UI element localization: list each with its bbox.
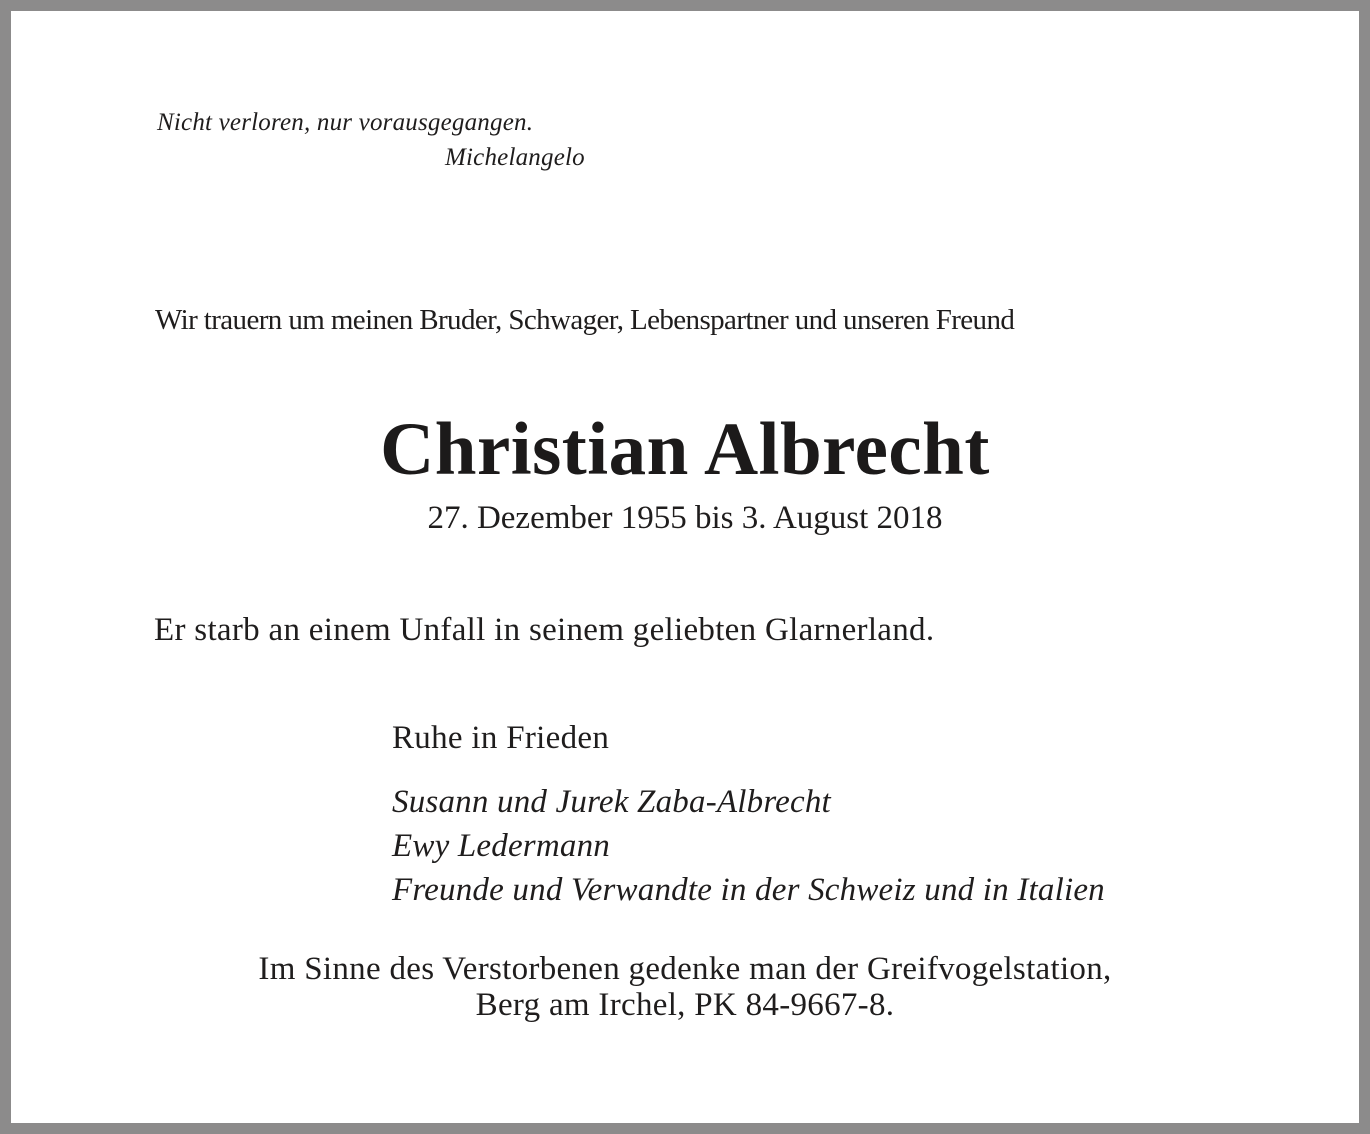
intro-text: Wir trauern um meinen Bruder, Schwager, Lebenspartner und unseren Freund — [155, 304, 1015, 336]
mourners-list — [392, 780, 1105, 912]
donation-line: Berg am Irchel, PK 84-9667-8. — [475, 987, 895, 1023]
mourner-line: Freunde und Verwandte in der Schweiz und in Italien — [392, 872, 1105, 908]
motto-quote: Nicht verloren, nur vorausgegangen. — [157, 109, 534, 136]
deceased-name: Christian Albrecht — [380, 408, 990, 491]
donation-note — [11, 951, 1359, 1023]
motto-author: Michelangelo — [445, 144, 585, 171]
mourner-line: Ewy Ledermann — [392, 828, 610, 864]
donation-line: Im Sinne des Verstorbenen gedenke man der Greifvogelstation, — [258, 951, 1112, 987]
mourner-line: Susann und Jurek Zaba-Albrecht — [392, 784, 831, 820]
farewell-text: Ruhe in Frieden — [392, 720, 610, 756]
obituary-notice — [11, 11, 1359, 1123]
cause-of-death-text: Er starb an einem Unfall in seinem geliebten Glarnerland. — [154, 612, 935, 648]
life-dates: 27. Dezember 1955 bis 3. August 2018 — [427, 500, 943, 536]
